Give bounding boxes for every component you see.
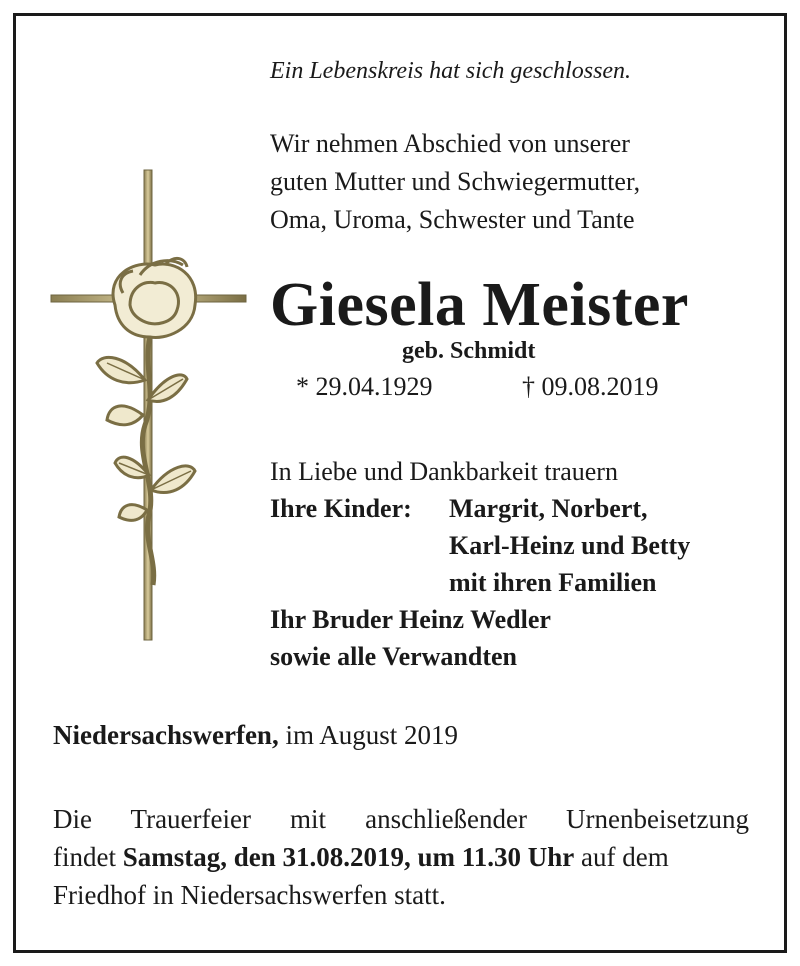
funeral-line-2 (53, 838, 749, 876)
children-line-1: Margrit, Norbert, (449, 494, 648, 523)
intro-line-2: guten Mutter und Schwiegermutter, (270, 167, 641, 196)
children-line-3: mit ihren Familien (449, 568, 657, 597)
funeral-line-2-end: auf dem (574, 842, 669, 872)
brother-line: Ihr Bruder Heinz Wedler (270, 605, 551, 634)
children-label: Ihre Kinder: (270, 494, 412, 523)
deceased-name: Giesela Meister (270, 271, 689, 339)
birth-name: geb. Schmidt (402, 338, 536, 364)
intro-line-1: Wir nehmen Abschied von unserer (270, 129, 630, 158)
children-line-2: Karl-Heinz und Betty (449, 531, 691, 560)
funeral-line-1: Die Trauerfeier mit anschließender Urnenbeisetzung (53, 804, 749, 834)
funeral-line-2-start: findet (53, 842, 123, 872)
intro-line-3: Oma, Uroma, Schwester und Tante (270, 205, 635, 234)
relatives-line: sowie alle Verwandten (270, 642, 517, 671)
birth-date: * 29.04.1929 (296, 372, 433, 401)
death-date: † 09.08.2019 (522, 372, 659, 401)
funeral-line-3: Friedhof in Niedersachswerfen statt. (53, 880, 446, 910)
motto: Ein Lebenskreis hat sich geschlossen. (270, 58, 632, 84)
funeral-date-time: Samstag, den 31.08.2019, um 11.30 Uhr (122, 842, 575, 872)
funeral-details (53, 800, 749, 914)
mourners-intro: In Liebe und Dankbarkeit trauern (270, 457, 618, 486)
place-month: im August 2019 (278, 720, 458, 750)
cross-with-rose-icon (45, 165, 255, 645)
place-name: Niedersachswerfen, (53, 720, 279, 750)
place-date-line (53, 720, 458, 751)
